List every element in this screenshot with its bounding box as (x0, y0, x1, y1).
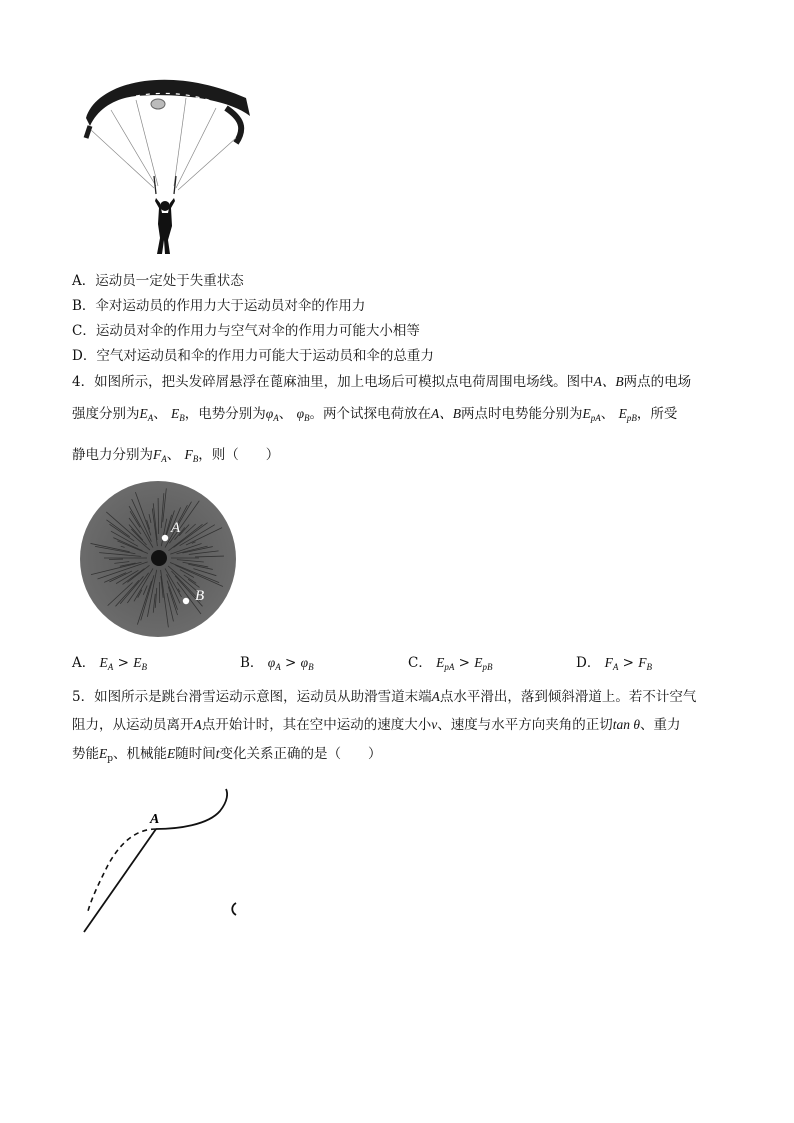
q3-option-a[interactable]: A．运动员一定处于失重状态 (72, 273, 244, 289)
q5-line-3: 势能$E_p$、机械能E随时间t变化关系正确的是（ ） (72, 746, 382, 764)
q3-option-c[interactable]: C．运动员对伞的作用力与空气对伞的作用力可能大小相等 (72, 323, 420, 339)
q4-option-c[interactable]: C． $E_{pA} > E_{pB}$ (408, 655, 493, 672)
point-a-label: A (150, 812, 160, 827)
q5-line-1: 5．如图所示是跳台滑雪运动示意图，运动员从助滑雪道末端A点水平滑出，落到倾斜滑道上。若不计空气 (72, 689, 697, 705)
q4-option-a[interactable]: A． $E_A > E_B$ (72, 655, 147, 672)
q5-line-2: 阻力，从运动员离开A点开始计时，其在空中运动的速度大小v、速度与水平方向夹角的正切tan θ、重力 (72, 717, 681, 733)
electric-field-figure (79, 480, 237, 638)
q4-line-3: 静电力分别为$F_A$、 $F_B$，则（ ） (72, 447, 280, 464)
ski-jump-figure (78, 785, 248, 940)
field-line (158, 498, 159, 534)
q4-line-1: 4．如图所示，把头发碎屑悬浮在蓖麻油里，加上电场后可模拟点电荷周围电场线。图中A、B两点的电场 (72, 374, 692, 390)
q3-option-d[interactable]: D．空气对运动员和伞的作用力可能大于运动员和伞的总重力 (72, 348, 434, 364)
point-a-label: A (171, 520, 181, 536)
q4-option-b[interactable]: B． $\varphi_A > \varphi_B$ (240, 655, 314, 672)
q4-line-2: 强度分别为$E_A$、 $E_B$，电势分别为$\varphi_A$、 $\varphi_B$。两个试探电荷放在A、B两点时电势能分别为$E_{pA}$、 $E_{pB}$，所受 (72, 406, 678, 423)
q4-option-d[interactable]: D． $F_A > F_B$ (576, 655, 653, 672)
q3-option-b[interactable]: B．伞对运动员的作用力大于运动员对伞的作用力 (72, 298, 366, 314)
point-b-label: B (195, 588, 205, 604)
parachute-figure (76, 68, 256, 258)
